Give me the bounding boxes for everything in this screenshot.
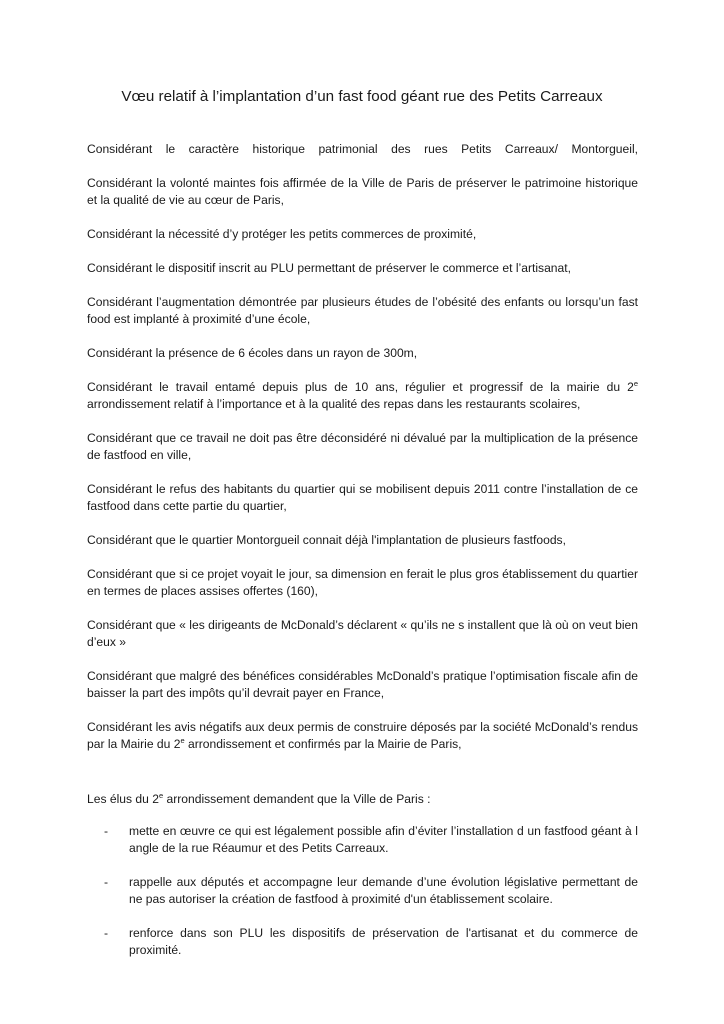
considerant-paragraph: Considérant la volonté maintes fois affirmée de la Ville de Paris de préserver le patrimoine historique et la qualité de vie au cœur de Paris, bbox=[87, 176, 638, 207]
considerant-paragraph: Considérant que si ce projet voyait le jour, sa dimension en ferait le plus gros établissement du quartier en termes de places assises offertes (160), bbox=[87, 567, 638, 598]
considerant-paragraph: Considérant la nécessité d’y protéger les petits commerces de proximité, bbox=[87, 227, 477, 241]
considerant-paragraph: Considérant le caractère historique patrimonial des rues Petits Carreaux/ Montorgueil, bbox=[87, 142, 638, 156]
considerant-text: Considérant le travail entamé depuis plus de 10 ans, régulier et progressif de la mairie du 2 bbox=[87, 380, 634, 394]
demands-intro bbox=[87, 791, 638, 808]
considerant-paragraph: Considérant la présence de 6 écoles dans un rayon de 300m, bbox=[87, 346, 418, 360]
superscript: e bbox=[633, 379, 638, 388]
intro-text: Les élus du 2 bbox=[87, 792, 159, 806]
superscript: e bbox=[180, 736, 185, 745]
demand-text: mette en œuvre ce qui est légalement possible afin d’éviter l’installation d un fastfood géant à l angle de la rue Réaumur et des Petits Carreaux. bbox=[129, 824, 638, 855]
considerant-paragraph bbox=[87, 719, 638, 753]
demand-item bbox=[87, 823, 638, 857]
considerant-text: arrondissement et confirmés par la Mairie de Paris, bbox=[184, 737, 462, 751]
considerant-paragraph: Considérant l’augmentation démontrée par plusieurs études de l’obésité des enfants ou lorsqu’un fast food est implanté à proximité d’une école, bbox=[87, 295, 638, 326]
considerant-paragraph: Considérant que ce travail ne doit pas être déconsidéré ni dévalué par la multiplication de la présence de fastfood en ville, bbox=[87, 431, 638, 462]
considerant-paragraph bbox=[87, 379, 638, 413]
demands-list bbox=[87, 823, 638, 959]
considerant-paragraph: Considérant le refus des habitants du quartier qui se mobilisent depuis 2011 contre l’installation de ce fastfood dans cette partie du quartier, bbox=[87, 482, 638, 513]
considerant-text: arrondissement relatif à l’importance et à la qualité des repas dans les restaurants scolaires, bbox=[87, 397, 581, 411]
document-title: Vœu relatif à l’implantation d’un fast food géant rue des Petits Carreaux bbox=[121, 88, 603, 105]
demand-text: rappelle aux députés et accompagne leur demande d’une évolution législative permettant de ne pas autoriser la création de fastfood à proximité d'un établissement scolaire. bbox=[129, 875, 638, 906]
document-body bbox=[87, 141, 638, 976]
considerant-paragraph: Considérant le dispositif inscrit au PLU permettant de préserver le commerce et l’artisanat, bbox=[87, 261, 571, 275]
superscript: e bbox=[158, 791, 164, 800]
bullet-dash: - bbox=[104, 824, 109, 838]
bullet-dash: - bbox=[104, 875, 109, 889]
demand-item bbox=[87, 874, 638, 908]
considerant-paragraph: Considérant que le quartier Montorgueil connait déjà l'implantation de plusieurs fastfoods, bbox=[87, 533, 566, 547]
considerant-text: Considérant les avis négatifs aux deux permis de construire déposés par la société McDonald’s rendus par la Mairie du 2 bbox=[87, 720, 639, 751]
demand-item bbox=[87, 925, 638, 959]
bullet-dash: - bbox=[104, 926, 109, 940]
considerant-paragraph: Considérant que malgré des bénéfices considérables McDonald’s pratique l’optimisation fiscale afin de baisser la part des impôts qu’il devrait payer en France, bbox=[87, 669, 638, 700]
considerant-paragraph: Considérant que « les dirigeants de McDonald’s déclarent « qu’ils ne s installent que là où on veut bien d’eux » bbox=[87, 618, 638, 649]
intro-text: arrondissement demandent que la Ville de Paris : bbox=[163, 792, 431, 806]
demand-text: renforce dans son PLU les dispositifs de préservation de l'artisanat et du commerce de proximité. bbox=[129, 926, 638, 957]
